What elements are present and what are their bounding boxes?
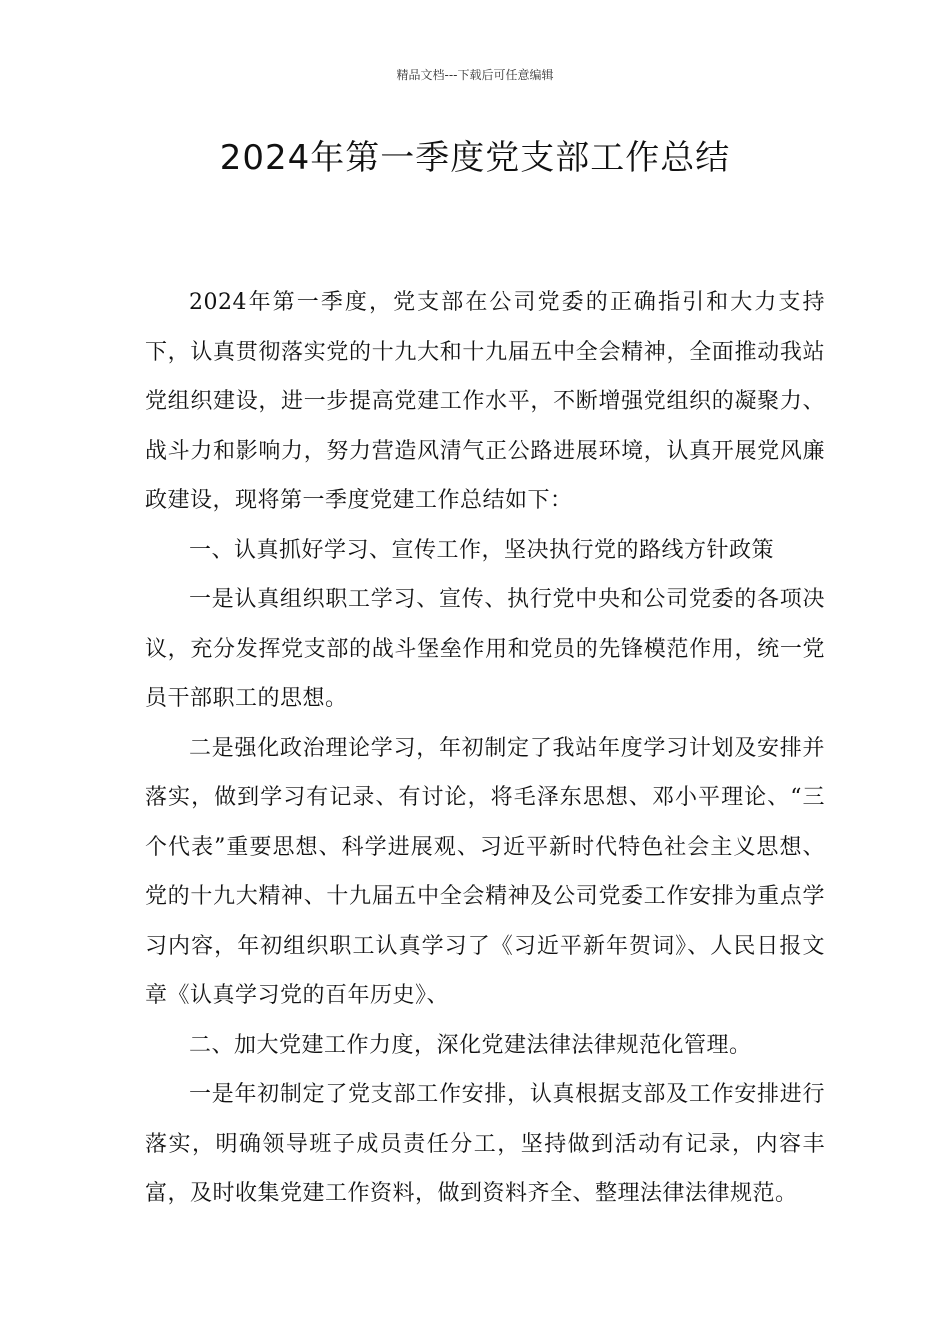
paragraph-intro: 2024年第一季度，党支部在公司党委的正确指引和大力支持下，认真贯彻落实党的十九大和十九届五中全会精神，全面推动我站党组织建设，进一步提高党建工作水平，不断增强党组织的凝聚力、战斗力和影响力，努力营造风清气正公路进展环境，认真开展党风廉政建设，现将第一季度党建工作总结如下：: [145, 290, 825, 513]
document-body: [145, 278, 825, 1219]
section-heading-2: 二、加大党建工作力度，深化党建法律法律规范化管理。: [189, 1032, 752, 1058]
page-header: 精品文档---下载后可任意编辑: [396, 68, 554, 82]
paragraph-1-2: 二是强化政治理论学习，年初制定了我站年度学习计划及安排并落实，做到学习有记录、有讨论，将毛泽东思想、邓小平理论、“三个代表”重要思想、科学进展观、习近平新时代特色社会主义思想、党的十九大精神、十九届五中全会精神及公司党委工作安排为重点学习内容，年初组织职工认真学习了《习近平新年贺词》、人民日报文章《认真学习党的百年历史》、: [145, 735, 825, 1008]
document-title: 2024年第一季度党支部工作总结: [219, 138, 731, 178]
section-heading-1: 一、认真抓好学习、宣传工作，坚决执行党的路线方针政策: [189, 537, 775, 563]
paragraph-1-1: 一是认真组织职工学习、宣传、执行党中央和公司党委的各项决议，充分发挥党支部的战斗堡垒作用和党员的先锋模范作用，统一党员干部职工的思想。: [145, 587, 825, 711]
paragraph-2-1: 一是年初制定了党支部工作安排，认真根据支部及工作安排进行落实，明确领导班子成员责任分工，坚持做到活动有记录，内容丰富，及时收集党建工作资料，做到资料齐全、整理法律法律规范。: [145, 1082, 825, 1206]
